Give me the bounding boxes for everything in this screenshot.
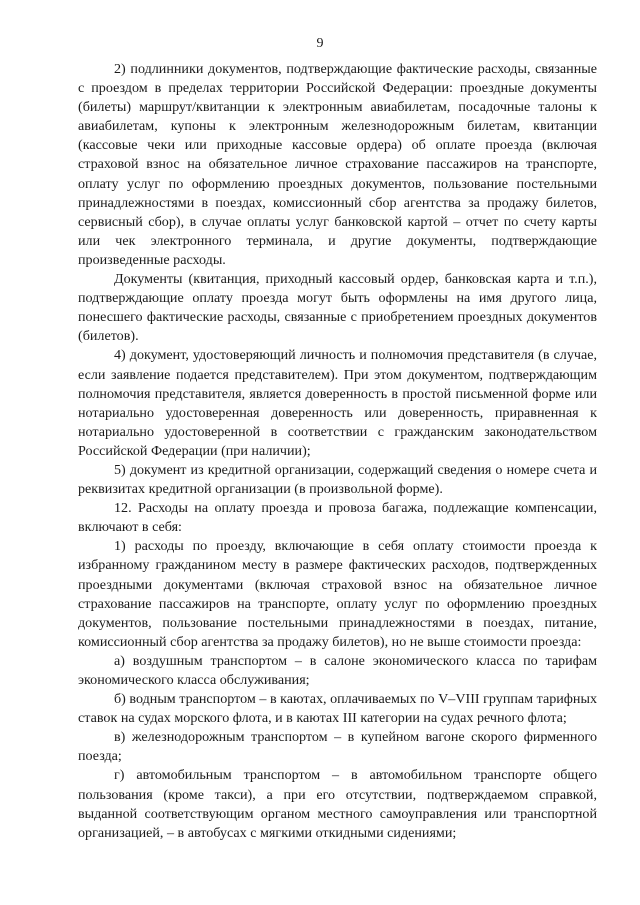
- paragraph-subitem-b-water-transport: б) водным транспортом – в каютах, оплачиваемых по V–VIII группам тарифных ставок на судах морского флота, и в каютах III категории на судах речного флота;: [78, 691, 597, 727]
- paragraph-clause-12-expenses: 12. Расходы на оплату проезда и провоза багажа, подлежащие компенсации, включают в себя:: [78, 500, 597, 536]
- paragraph-subitem-a-air-transport: а) воздушным транспортом – в салоне экономического класса по тарифам экономического класса обслуживания;: [78, 652, 597, 688]
- paragraph-subitem-g-road-transport: г) автомобильным транспортом – в автомобильном транспорте общего пользования (кроме такси), а при его отсутствии, подтверждаемом справкой, выданной соответствующим органом местного самоуправления или транспортной организацией, – в автобусах с мягкими откидными сидениями;: [78, 767, 597, 841]
- paragraph-payment-documents-other-person: Документы (квитанция, приходный кассовый ордер, банковская карта и т.п.), подтверждающие оплату проезда могут быть оформлены на имя другого лица, понесшего фактические расходы, связанные с приобретением проездных документов (билетов).: [78, 271, 597, 345]
- paragraph-subitem-v-rail-transport: в) железнодорожным транспортом – в купейном вагоне скорого фирменного поезда;: [78, 729, 597, 765]
- paragraph-item-2-original-documents: 2) подлинники документов, подтверждающие фактические расходы, связанные с проездом в пределах территории Российской Федерации: проездные документы (билеты) маршрут/квитанции к электронным авиабилетам, посадочные талоны к авиабилетам, купоны к электронным железнодорожным билетам, квитанции (кассовые чеки или приходные кассовые ордера) об оплате проезда (включая страховой взнос на обязательное личное страхование пассажиров на транспорте, оплату услуг по оформлению проездных документов, пользование постельными принадлежностями в поездах, комиссионный сбор агентства за продажу билетов, сервисный сбор), в случае оплаты услуг банковской картой – отчет по счету карты или чек электронного терминала, и другие документы, подтверждающие произведенные расходы.: [78, 61, 597, 268]
- paragraph-item-4-identity-document: 4) документ, удостоверяющий личность и полномочия представителя (в случае, если заявление подается представителем). При этом документом, подтверждающим полномочия представителя, является доверенность в простой письменной форме или нотариально удостоверенная доверенность или доверенность, приравненная к нотариально удостоверенной в соответствии с гражданским законодательством Российской Федерации (при наличии);: [78, 347, 597, 459]
- document-body: [78, 60, 597, 843]
- paragraph-item-1-travel-expenses: 1) расходы по проезду, включающие в себя оплату стоимости проезда к избранному гражданином месту в размере фактических расходов, подтвержденных проездными документами (включая страховой взнос на обязательное личное страхование пассажиров на транспорте, оплату услуг по оформлению проездных документов, пользование постельными принадлежностями в поездах, питание, комиссионный сбор агентства за продажу билетов), но не выше стоимости проезда:: [78, 538, 597, 650]
- page-number: 9: [316, 36, 324, 51]
- paragraph-item-5-bank-document: 5) документ из кредитной организации, содержащий сведения о номере счета и реквизитах кредитной организации (в произвольной форме).: [78, 461, 597, 498]
